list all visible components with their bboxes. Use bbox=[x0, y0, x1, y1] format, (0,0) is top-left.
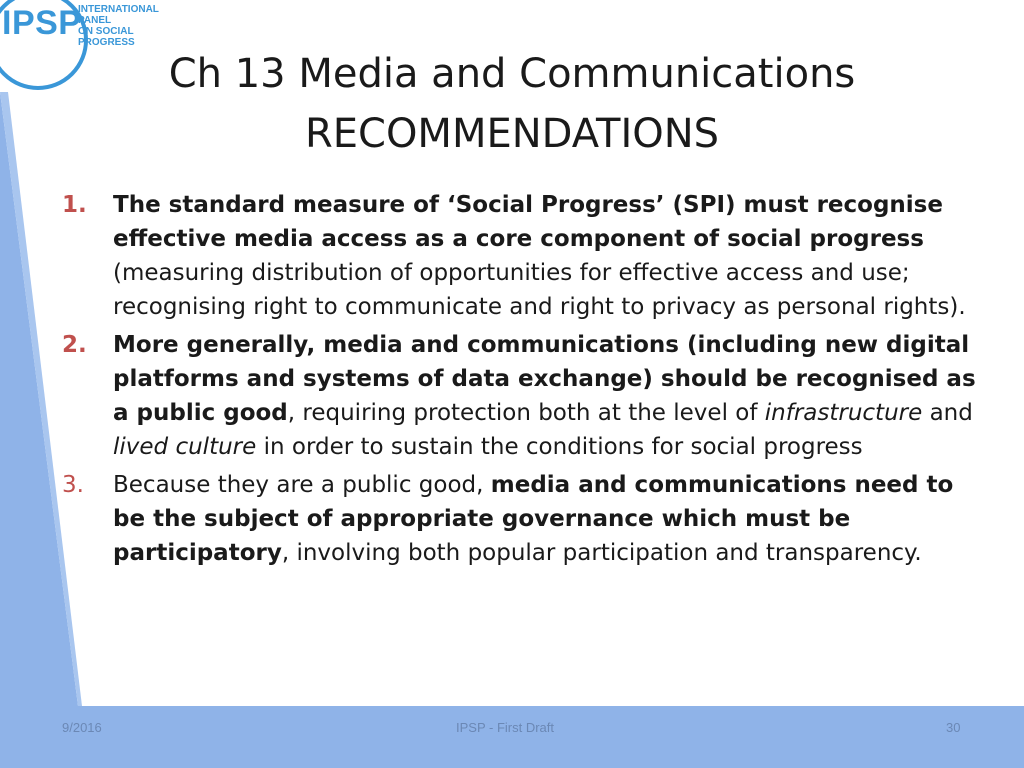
list-number: 2. bbox=[62, 332, 87, 358]
item-text: , involving both popular participation and transparency. bbox=[281, 540, 922, 566]
item-bold-text: media and communications need to be the subject of appropriate governance which must be participatory bbox=[113, 472, 954, 566]
footer-date: 9/2016 bbox=[62, 720, 102, 735]
item-text: in order to sustain the conditions for social progress bbox=[256, 434, 863, 460]
item-text: (measuring distribution of opportunities for effective access and use; recognising right to communicate and right to privacy as personal rights). bbox=[113, 260, 966, 320]
item-bold-text: The standard measure of ‘Social Progress’ (SPI) must recognise effective media access as a core component of social progress bbox=[113, 192, 943, 252]
logo-text: INTERNATIONAL PANEL ON SOCIAL PROGRESS bbox=[78, 4, 159, 48]
slide-title bbox=[80, 44, 944, 164]
item-text: and bbox=[922, 400, 973, 426]
footer-title: IPSP - First Draft bbox=[456, 720, 554, 735]
list-item bbox=[62, 468, 982, 570]
item-italic-text: lived culture bbox=[113, 434, 257, 460]
title-line-2: RECOMMENDATIONS bbox=[304, 111, 720, 157]
item-text: Because they are a public good, bbox=[113, 472, 491, 498]
item-text: , requiring protection both at the level of bbox=[287, 400, 765, 426]
item-italic-text: infrastructure bbox=[764, 400, 923, 426]
item-bold-text: More generally, media and communications (including new digital platforms and systems of data exchange) should be recognised as a public good bbox=[113, 332, 976, 426]
list-number: 3. bbox=[62, 472, 84, 498]
recommendation-list bbox=[62, 188, 982, 574]
page-number: 30 bbox=[946, 720, 961, 735]
footer-bar bbox=[0, 706, 1024, 768]
list-number: 1. bbox=[62, 192, 87, 218]
logo-mark: IPSP bbox=[2, 4, 82, 42]
list-item bbox=[62, 328, 982, 464]
list-item bbox=[62, 188, 982, 324]
title-line-1: Ch 13 Media and Communications bbox=[168, 51, 856, 97]
